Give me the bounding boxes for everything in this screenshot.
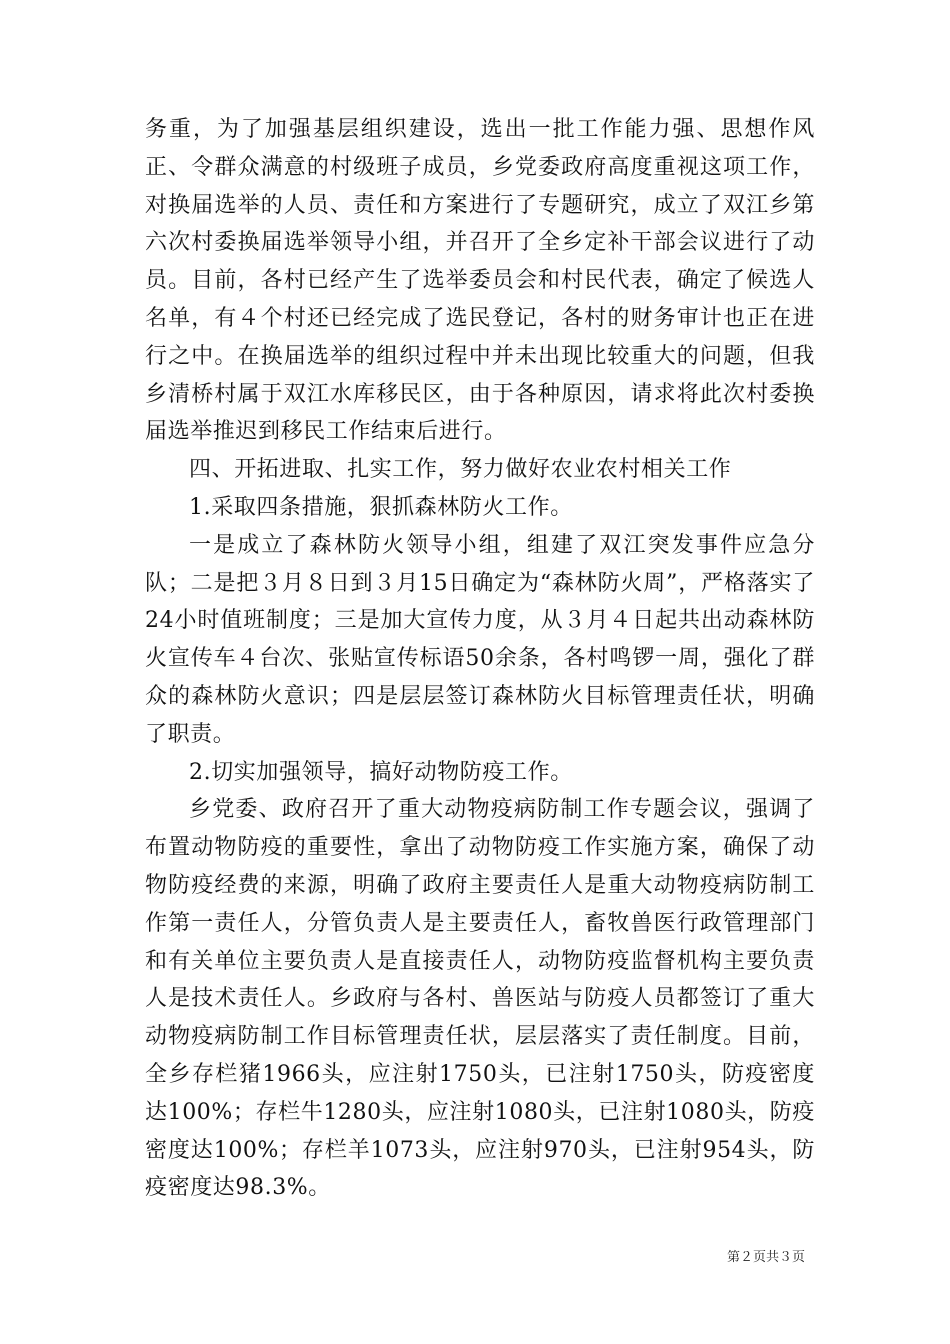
section-heading-agriculture: 四、开拓进取、扎实工作，努力做好农业农村相关工作 — [189, 457, 732, 483]
paragraph-animal-epidemic: 乡党委、政府召开了重大动物疫病防制工作专题会议，强调了布置动物防疫的重要性，拿出了动物防疫工作实施方案，确保了动物防疫经费的来源，明确了政府主要责任人是重大动物疫病防制工作第一责任人，分管负责人是主要责任人，畜牧兽医行政管理部门和有关单位主要负责人是直接责任人，动物防疫监督机构主要负责人是技术责任人。乡政府与各村、兽医站与防疫人员都签订了重大动物疫病防制工作目标管理责任状，层层落实了责任制度。目前，全乡存栏猪1966头，应注射1750头，已注射1750头，防疫密度达100%；存栏牛1280头，应注射1080头，已注射1080头，防疫密度达100%；存栏羊1073头，应注射970头，已注射954头，防疫密度达98.3%。 — [145, 797, 815, 1201]
paragraph-forest-fire-measures: 一是成立了森林防火领导小组，组建了双江突发事件应急分队；二是把３月８日到３月15日确定为“森林防火周”，严格落实了24小时值班制度；三是加大宣传力度，从３月４日起共出动森林防火宣传车４台次、张贴宣传标语50余条，各村鸣锣一周，强化了群众的森林防火意识；四是层层签订森林防火目标管理责任状，明确了职责。 — [145, 532, 815, 747]
subheading-forest-fire: 1.采取四条措施，狠抓森林防火工作。 — [189, 494, 573, 520]
paragraph-village-election: 务重，为了加强基层组织建设，选出一批工作能力强、思想作风正、令群众满意的村级班子成员，乡党委政府高度重视这项工作，对换届选举的人员、责任和方案进行了专题研究，成立了双江乡第六次村委换届选举领导小组，并召开了全乡定补干部会议进行了动员。目前，各村已经产生了选举委员会和村民代表，确定了候选人名单，有４个村还已经完成了选民登记，各村的财务审计也正在进行之中。在换届选举的组织过程中并未出现比较重大的问题，但我乡清桥村属于双江水库移民区，由于各种原因，请求将此次村委换届选举推迟到移民工作结束后进行。 — [145, 117, 815, 445]
document-body — [145, 111, 815, 1207]
subheading-animal-epidemic: 2.切实加强领导，搞好动物防疫工作。 — [189, 759, 573, 785]
page-number-footer: 第２页共３页 — [726, 1249, 805, 1264]
